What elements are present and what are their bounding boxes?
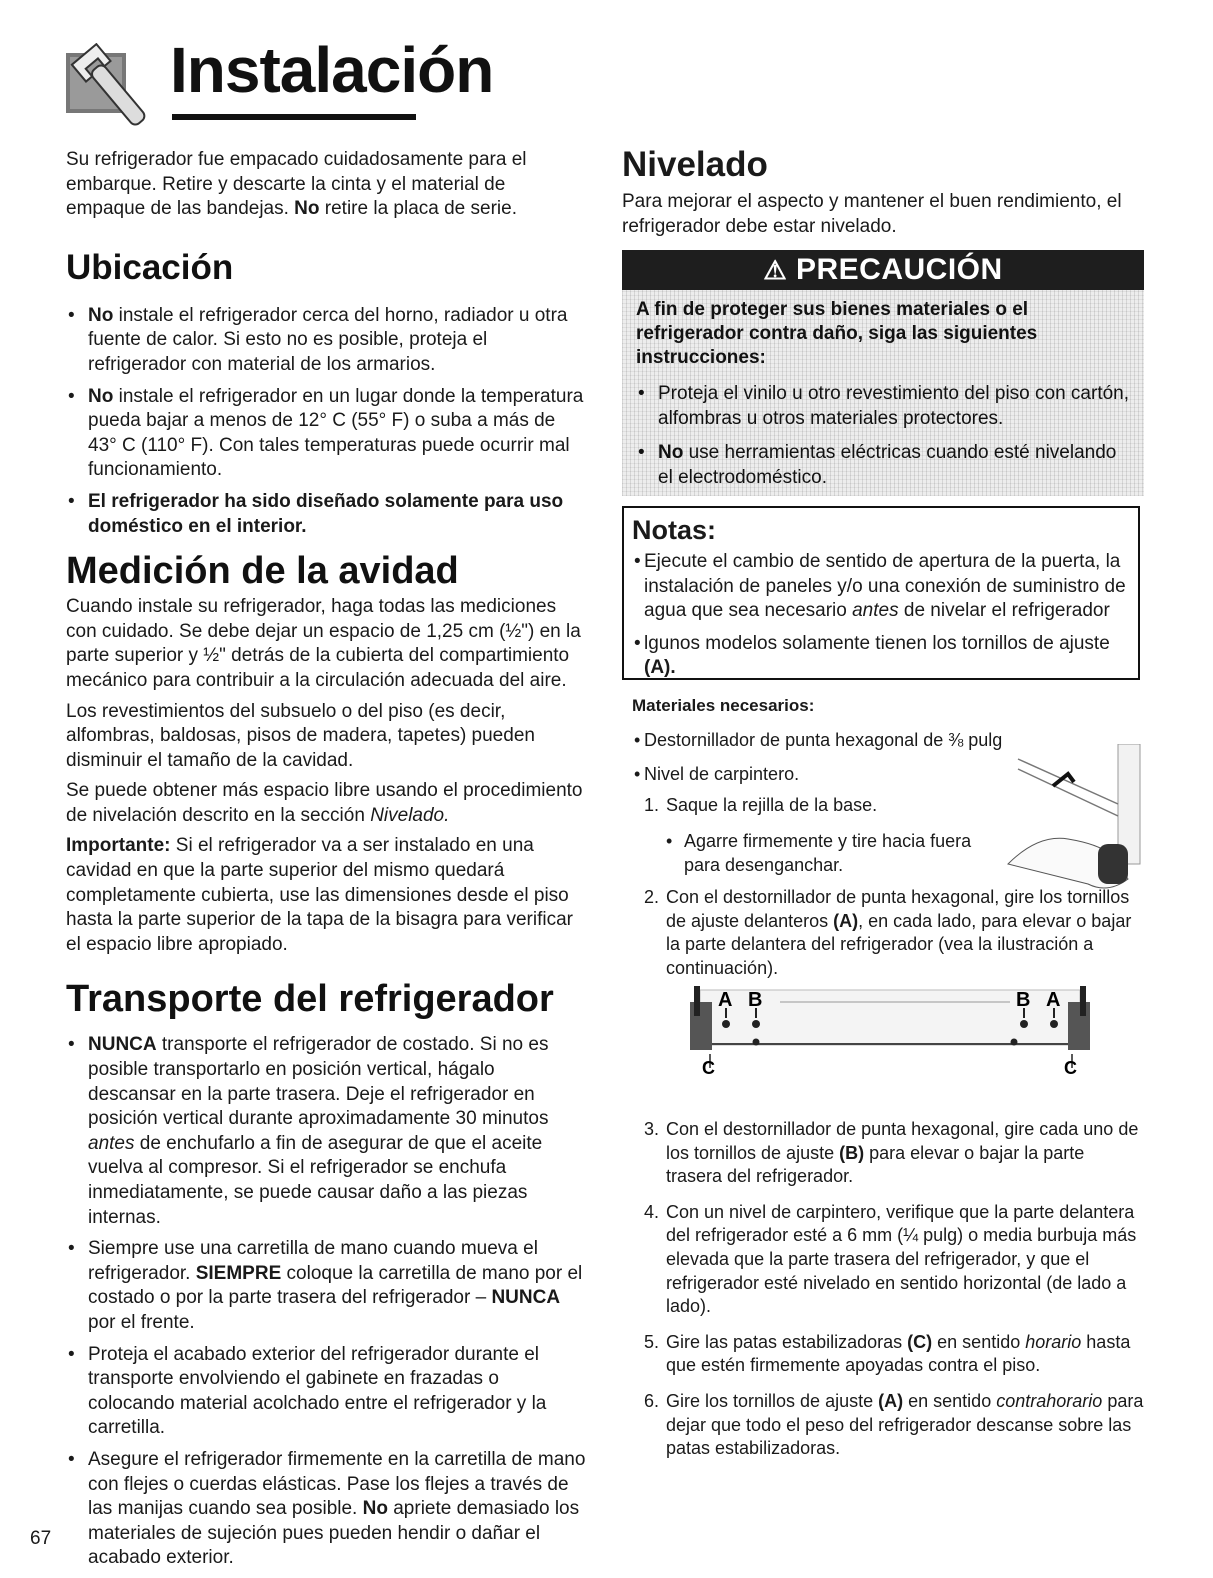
list-item: • Nivel de carpintero. [632, 762, 1052, 787]
precaucion-intro: A fin de proteger sus bienes materiales o el refrigerador contra daño, siga las siguientes instrucciones: [636, 299, 1038, 368]
precaucion-box [622, 250, 1144, 496]
nivelado-intro: Para mejorar el aspecto y mantener el buen rendimiento, el refrigerador debe estar nivelado. [622, 191, 1122, 237]
step-1: 1. Saque la rejilla de la base. [644, 795, 878, 815]
list-item: • Proteja el vinilo u otro revestimiento del piso con cartón, alfombras u otros materiales protectores. [636, 382, 1130, 431]
notas-box [622, 506, 1140, 680]
steps-list-3 [644, 1118, 1144, 1473]
notas-heading: Notas: [632, 515, 717, 545]
step-1-sublist [664, 830, 984, 884]
medicion-paragraph-4: Importante: Si el refrigerador va a ser instalado en una cavidad en que la parte superior del mismo quedará completamente cubierta, use las dimensiones desde el piso hasta la parte superior de la tapa de la bisagra para verificar el espacio libre apropiado. [66, 835, 573, 955]
page-title: Instalación [170, 34, 494, 106]
diagram-label-b-left: B [748, 989, 763, 1011]
list-item: • No use herramientas eléctricas cuando esté nivelando el electrodoméstico. [636, 441, 1130, 490]
warning-icon: ⚠ [763, 255, 788, 285]
title-underline [172, 114, 416, 120]
list-item: • NUNCA transporte el refrigerador de costado. Si no es posible transportarlo en posición vertical, hágalo descansar en la parte trasera. Deje el refrigerador en posición vertical durante aproximadamente 30 minutos antes de enchufarlo a fin de asegurar de que el aceite vuelva al compresor. Si el refrigerador se enchufa inmediatamente, se puede causar daño a las piezas internas. [66, 1033, 586, 1230]
list-item: • Proteja el acabado exterior del refrigerador durante el transporte envolviendo el gabinete en frazadas o colocando material acolchado entre el refrigerador y la carretilla. [66, 1343, 586, 1441]
section-heading-transporte: Transporte del refrigerador [66, 978, 554, 1021]
section-heading-nivelado: Nivelado [622, 145, 768, 184]
diagram-label-a-left: A [718, 989, 733, 1011]
list-item: • Destornillador de punta hexagonal de ⅜ pulg [632, 728, 1052, 753]
header-icon-box [66, 43, 156, 133]
diagram-label-a-right: A [1046, 989, 1061, 1011]
list-item: • No instale el refrigerador cerca del horno, radiador u otra fuente de calor. Si esto no es posible, proteja el refrigerador con material de los armarios. [66, 304, 586, 378]
list-item: • Agarre firmemente y tire hacia fuera para desenganchar. [664, 830, 984, 877]
transporte-list [66, 1033, 586, 1570]
medicion-paragraph-2: Los revestimientos del subsuelo o del piso (es decir, alfombras, baldosas, pisos de madera, tapetes) pueden disminuir el tamaño de la cavidad. [66, 700, 535, 771]
medicion-paragraph-3: Se puede obtener más espacio libre usando el procedimiento de nivelación descrito en la sección Nivelado. [66, 780, 583, 826]
leveling-diagram [680, 982, 1100, 1074]
left-column [66, 148, 586, 1578]
materiales-heading: Materiales necesarios: [632, 696, 815, 715]
list-item: • El refrigerador ha sido diseñado solamente para uso doméstico en el interior. [66, 490, 586, 539]
list-item: • No instale el refrigerador en un lugar donde la temperatura pueda bajar a menos de 12° C (55° F) o suba a más de 43° C (110° F). Con tales temperaturas puede ocurrir mal funcionamiento. [66, 385, 586, 483]
materiales-list [632, 728, 1052, 793]
step-6: 6. Gire los tornillos de ajuste (A) en sentido contrahorario para dejar que todo el peso del refrigerador descanse sobre las patas estabilizadoras. [644, 1390, 1144, 1459]
diagram-label-c-left: C [702, 1058, 715, 1074]
precaucion-list [636, 382, 1130, 490]
notas-list [632, 550, 1130, 681]
precaucion-header: ⚠ PRECAUCIÓN [622, 250, 1144, 290]
steps-list-1 [644, 794, 984, 830]
step-5: 5. Gire las patas estabilizadoras (C) en sentido horario hasta que estén firmemente apoyadas contra el piso. [644, 1331, 1131, 1376]
steps-list-2 [644, 886, 1144, 992]
page-number: 67 [30, 1528, 52, 1549]
list-item: • Asegure el refrigerador firmemente en la carretilla de mano con flejes o cuerdas elásticas. Pase los flejes a través de las manijas cuando sea posible. No apriete demasiado los materiales de sujeción pues pueden hendir o dañar el acabado exterior. [66, 1448, 586, 1571]
step-4: 4. Con un nivel de carpintero, verifique que la parte delantera del refrigerador esté a 6 mm (¼ pulg) o media burbuja más elevada que la parte trasera del refrigerador, y que el refrigerador esté nivelado en sentido horizontal (de lado a lado). [644, 1201, 1137, 1317]
step-3: 3. Con el destornillador de punta hexagonal, gire cada uno de los tornillos de ajuste (B) para elevar o bajar la parte trasera del refrigerador. [644, 1119, 1139, 1187]
diagram-label-b-right: B [1016, 989, 1031, 1011]
section-heading-ubicacion: Ubicación [66, 247, 234, 287]
grille-removal-illustration [998, 744, 1144, 894]
precaucion-body [622, 290, 1144, 496]
wrench-icon [66, 43, 156, 133]
list-item: • lgunos modelos solamente tienen los tornillos de ajuste (A). [632, 632, 1130, 681]
medicion-paragraph-1: Cuando instale su refrigerador, haga todas las mediciones con cuidado. Se debe dejar un espacio de 1,25 cm (½") en la parte superior y ½" detrás de la cubierta del compartimiento mecánico para contribuir a la circulación adecuada del aire. [66, 596, 581, 691]
step-2: 2. Con el destornillador de punta hexagonal, gire los tornillos de ajuste delanteros (A), en cada lado, para elevar o bajar la parte delantera del refrigerador (vea la ilustración a continuación). [644, 887, 1132, 978]
section-heading-medicion: Medición de la avidad [66, 550, 459, 593]
intro-paragraph: Su refrigerador fue empacado cuidadosamente para el embarque. Retire y descarte la cinta y el material de empaque de las bandejas. No retire la placa de serie. [66, 149, 527, 220]
diagram-label-c-right: C [1064, 1058, 1077, 1074]
list-item: • Ejecute el cambio de sentido de apertura de la puerta, la instalación de paneles y/o una conexión de suministro de agua que sea necesario antes de nivelar el refrigerador [632, 550, 1130, 624]
list-item: • Siempre use una carretilla de mano cuando mueva el refrigerador. SIEMPRE coloque la carretilla de mano por el costado o por la parte trasera del refrigerador – NUNCA por el frente. [66, 1237, 586, 1335]
ubicacion-list [66, 304, 586, 539]
